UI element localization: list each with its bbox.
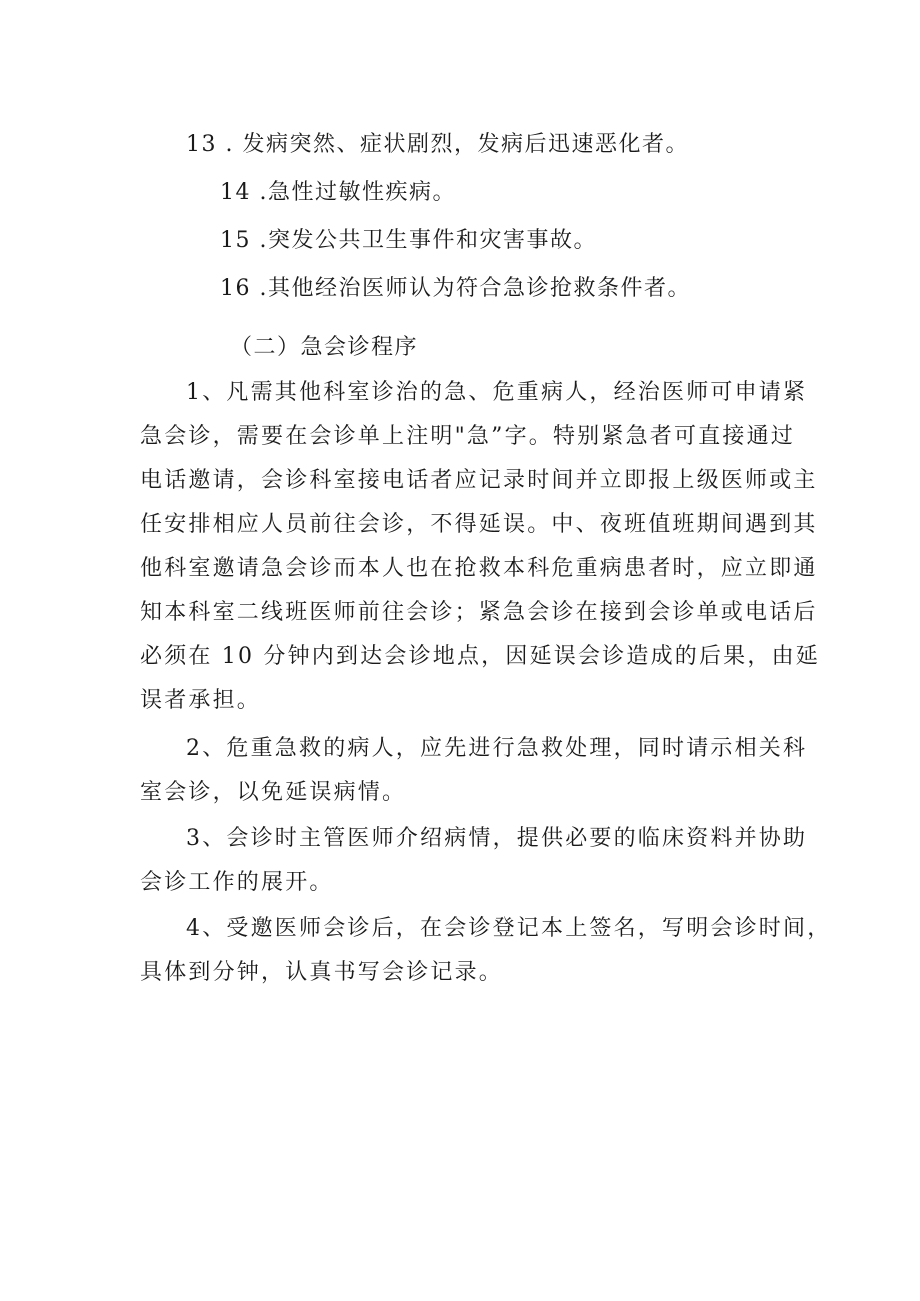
list-item-16: 16 .其他经治医师认为符合急诊抢救条件者。 [220,276,691,301]
paragraph-line: 电话邀请，会诊科室接电话者应记录时间并立即报上级医师或主 [140,468,818,493]
paragraph-line: 2、危重急救的病人，应先进行急救处理，同时请示相关科 [186,736,808,761]
paragraph-line: 具体到分钟，认真书写会诊记录。 [140,960,504,985]
paragraph-line: 必须在 10 分钟内到达会诊地点，因延误会诊造成的后果，由延 [140,644,820,669]
list-item-15: 15 .突发公共卫生事件和灾害事故。 [220,228,597,253]
paragraph-line: 知本科室二线班医师前往会诊；紧急会诊在接到会诊单或电话后 [140,600,818,625]
section-heading: （二）急会诊程序 [230,335,419,360]
paragraph-line: 任安排相应人员前往会诊，不得延误。中、夜班值班期间遇到其 [140,512,818,537]
paragraph-line: 4、受邀医师会诊后，在会诊登记本上签名，写明会诊时间， [186,916,832,941]
paragraph-line: 会诊工作的展开。 [140,870,334,895]
list-item-13: 13 . 发病突然、症状剧烈，发病后迅速恶化者。 [186,132,689,157]
paragraph-line: 他科室邀请急会诊而本人也在抢救本科危重病患者时，应立即通 [140,556,818,581]
paragraph-line: 急会诊，需要在会诊单上注明"急”字。特别紧急者可直接通过 [140,424,795,449]
paragraph-line: 1、凡需其他科室诊治的急、危重病人，经治医师可申请紧 [186,380,808,405]
list-item-14: 14 .急性过敏性疾病。 [220,180,456,205]
paragraph-line: 3、会诊时主管医师介绍病情，提供必要的临床资料并协助 [186,826,808,851]
paragraph-line: 室会诊，以免延误病情。 [140,780,407,805]
paragraph-line: 误者承担。 [140,688,262,713]
